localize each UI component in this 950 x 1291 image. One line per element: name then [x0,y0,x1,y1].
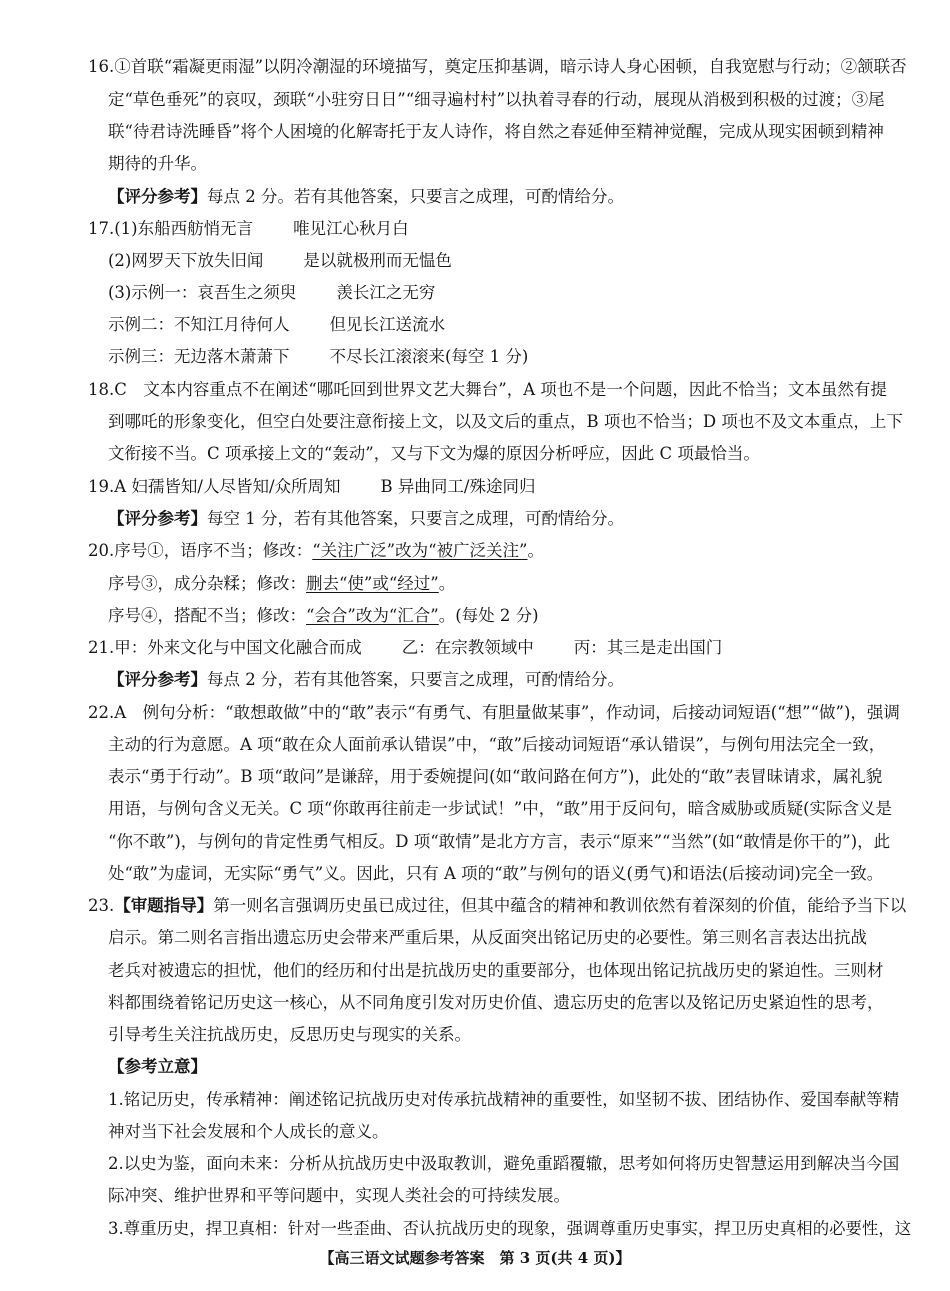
q17-answer-3 [108,282,435,304]
q19-answer-b: B 异曲同工/殊途同归 [380,477,536,496]
q20-revision-3-end: 。(每处 2 分) [438,606,539,625]
scoring-note-text: 每空 1 分，若有其他答案，只要言之成理，可酌情给分。 [207,509,624,528]
q22-line-3: 表示“勇于行动”。B 项“敢问”是谦辞，用于委婉提问(如“敢问路在何方”)，此处的“敢”表冒昧请求，属礼貌 [108,767,883,786]
q23-number: 23. [88,896,115,915]
q23-line-3: 老兵对被遗忘的担忧，他们的经历和付出是抗战历史的重要部分，也体现出铭记抗战历史的紧迫性。三则材 [108,961,884,980]
q23-point-2-line-2: 际冲突、维护世界和平等问题中，实现人类社会的可持续发展。 [108,1186,570,1205]
q20-revision-1-end: 。 [527,541,544,560]
q18-line-2: 到哪吒的形象变化，但空白处要注意衔接上文，以及文后的重点，B 项也不恰当；D 项也不及文本重点，上下 [108,412,903,431]
q20-revision-3-fix: “会合”改为“汇合” [306,606,439,625]
q20-revision-2-end: 。 [438,574,456,593]
q23-point-2-line-1: 2.以史为鉴，面向未来：分析从抗战历史中汲取教训，避免重蹈覆辙，思考如何将历史智慧运用到解决当今国 [108,1154,900,1173]
q16-line-2: 定“草色垂死”的哀叹，颈联“小驻穷日日”“细寻遍村村”以执着寻春的行动，展现从消极到积极的过渡；③尾 [108,90,885,109]
q17-answer-2 [108,250,452,272]
q23-point-1-line-1: 1.铭记历史，传承精神：阐述铭记抗战历史对传承抗战精神的重要性，如坚韧不拔、团结协作、爱国奉献等精 [108,1090,900,1109]
q16-line-3: 联“待君诗洗睡昏”将个人困境的化解寄托于友人诗作，将自然之春延伸至精神觉醒，完成从现实困顿到精神 [108,122,884,141]
q17-answer-2-a: (2)网罗天下放失旧闻 [108,251,264,270]
q19-answer [88,476,535,498]
q22-line-6: 处“敢”为虚词，无实际“勇气”义。因此，只有 A 项的“敢”与例句的语义(勇气)和语法(后接动词)完全一致。 [108,864,884,883]
q17-answer-1 [88,218,409,240]
q17-answer-2-b: 是以就极刑而无愠色 [303,251,452,270]
q20-revision-1-fix: “关注广泛”改为“被广泛关注” [312,541,528,560]
q20-revision-3-label: 序号④，搭配不当；修改： [108,606,306,625]
scoring-note-label: 【评分参考】 [108,187,207,206]
q23-line-5: 引导考生关注抗战历史，反思历史与现实的关系。 [108,1025,471,1044]
scoring-note-label: 【评分参考】 [108,509,207,528]
q23-point-1-line-2: 神对当下社会发展和个人成长的意义。 [108,1122,389,1141]
q17-answer-1-b: 唯见江心秋月白 [293,219,409,238]
q17-answer-5 [108,346,528,368]
q18-line-3: 文衔接不当。C 项承接上文的“轰动”，又与下文为爆的原因分析呼应，因此 C 项最恰当。 [108,444,760,463]
q17-answer-4-a: 示例二：不知江月待何人 [108,315,290,334]
q17-answer-3-b: 羡长江之无穷 [336,283,436,302]
q20-revision-1-label: 20.序号①，语序不当；修改： [88,541,313,560]
q17-answer-1-a: 17.(1)东船西舫悄无言 [88,219,254,238]
q20-revision-2-label: 序号③，成分杂糅；修改： [108,574,306,593]
scoring-note-label: 【评分参考】 [108,670,207,689]
q17-answer-4-b: 但见长江送流水 [329,315,445,334]
q22-line-4: 用语，与例句含义无关。C 项“你敢再往前走一步试试！”中，“敢”用于反问句，暗含威胁或质疑(实际含义是 [108,799,893,818]
q17-answer-5-b: 不尽长江滚滚来(每空 1 分) [329,347,529,366]
scoring-note-text: 每点 2 分，若有其他答案，只要言之成理，可酌情给分。 [207,670,624,689]
q19-answer-a: 19.A 妇孺皆知/人尽皆知/众所周知 [88,477,341,496]
q20-revision-2 [108,573,455,595]
q23-line-4: 料都围绕着铭记历史这一核心，从不同角度引发对历史价值、遗忘历史的危害以及铭记历史紧迫性的思考， [108,993,884,1012]
q23-line-2: 启示。第二则名言指出遗忘历史会带来严重后果，从反面突出铭记历史的必要性。第三则名言表达出抗战 [108,928,867,947]
q23-guidance-label: 【审题指导】 [114,896,214,915]
q20-revision-2-fix: 删去“使”或“经过” [306,574,439,593]
q16-line-4: 期待的升华。 [108,154,207,173]
q20-revision-1 [88,540,544,562]
q17-answer-3-a: (3)示例一：哀吾生之须臾 [108,283,297,302]
q17-answer-4 [108,314,445,336]
q19-scoring-note [108,508,624,530]
q21-answer-c: 丙：其三是走出国门 [573,638,723,657]
q16-line-1: 16.①首联“霜凝更雨湿”以阴冷潮湿的环境描写，奠定压抑基调，暗示诗人身心困顿，自我宽慰与行动；②颔联否 [88,57,907,76]
page-footer: 【高三语文试题参考答案 第 3 页(共 4 页)】 [319,1249,631,1267]
q17-answer-5-a: 示例三：无边落木萧萧下 [108,347,290,366]
q21-answer-b: 乙：在宗教领域中 [401,638,534,657]
q23-line-1 [88,895,906,917]
q21-answer [88,637,722,659]
q23-reference-label: 【参考立意】 [108,1057,207,1076]
q20-revision-3 [108,605,539,627]
q23-guidance-text: 第一则名言强调历史虽已成过往，但其中蕴含的精神和教训依然有着深刻的价值，能给予当下以 [213,896,907,915]
q22-line-2: 主动的行为意愿。A 项“敢在众人面前承认错误”中，“敢”后接动词短语“承认错误”，与例句用法完全一致， [108,735,886,754]
q21-scoring-note [108,669,624,691]
q18-line-1: 18.C 文本内容重点不在阐述“哪吒回到世界文艺大舞台”，A 项也不是一个问题，因此不恰当；文本虽然有提 [88,380,887,399]
scoring-note-text: 每点 2 分。若有其他答案，只要言之成理，可酌情给分。 [207,187,624,206]
q16-scoring-note [108,186,624,208]
q22-line-5: “你不敢”)，与例句的肯定性勇气相反。D 项“敢情”是北方方言，表示“原来”“当然”(如“敢情是你干的”)，此 [108,832,891,851]
q23-point-3-line-1: 3.尊重历史，捍卫真相：针对一些歪曲、否认抗战历史的现象，强调尊重历史事实，捍卫历史真相的必要性，这 [108,1219,912,1238]
q21-answer-a: 21.甲：外来文化与中国文化融合而成 [88,638,362,657]
q22-line-1: 22.A 例句分析：“敢想敢做”中的“敢”表示“有勇气、有胆量做某事”，作动词，后接动词短语(“想”“做”)，强调 [88,703,900,722]
